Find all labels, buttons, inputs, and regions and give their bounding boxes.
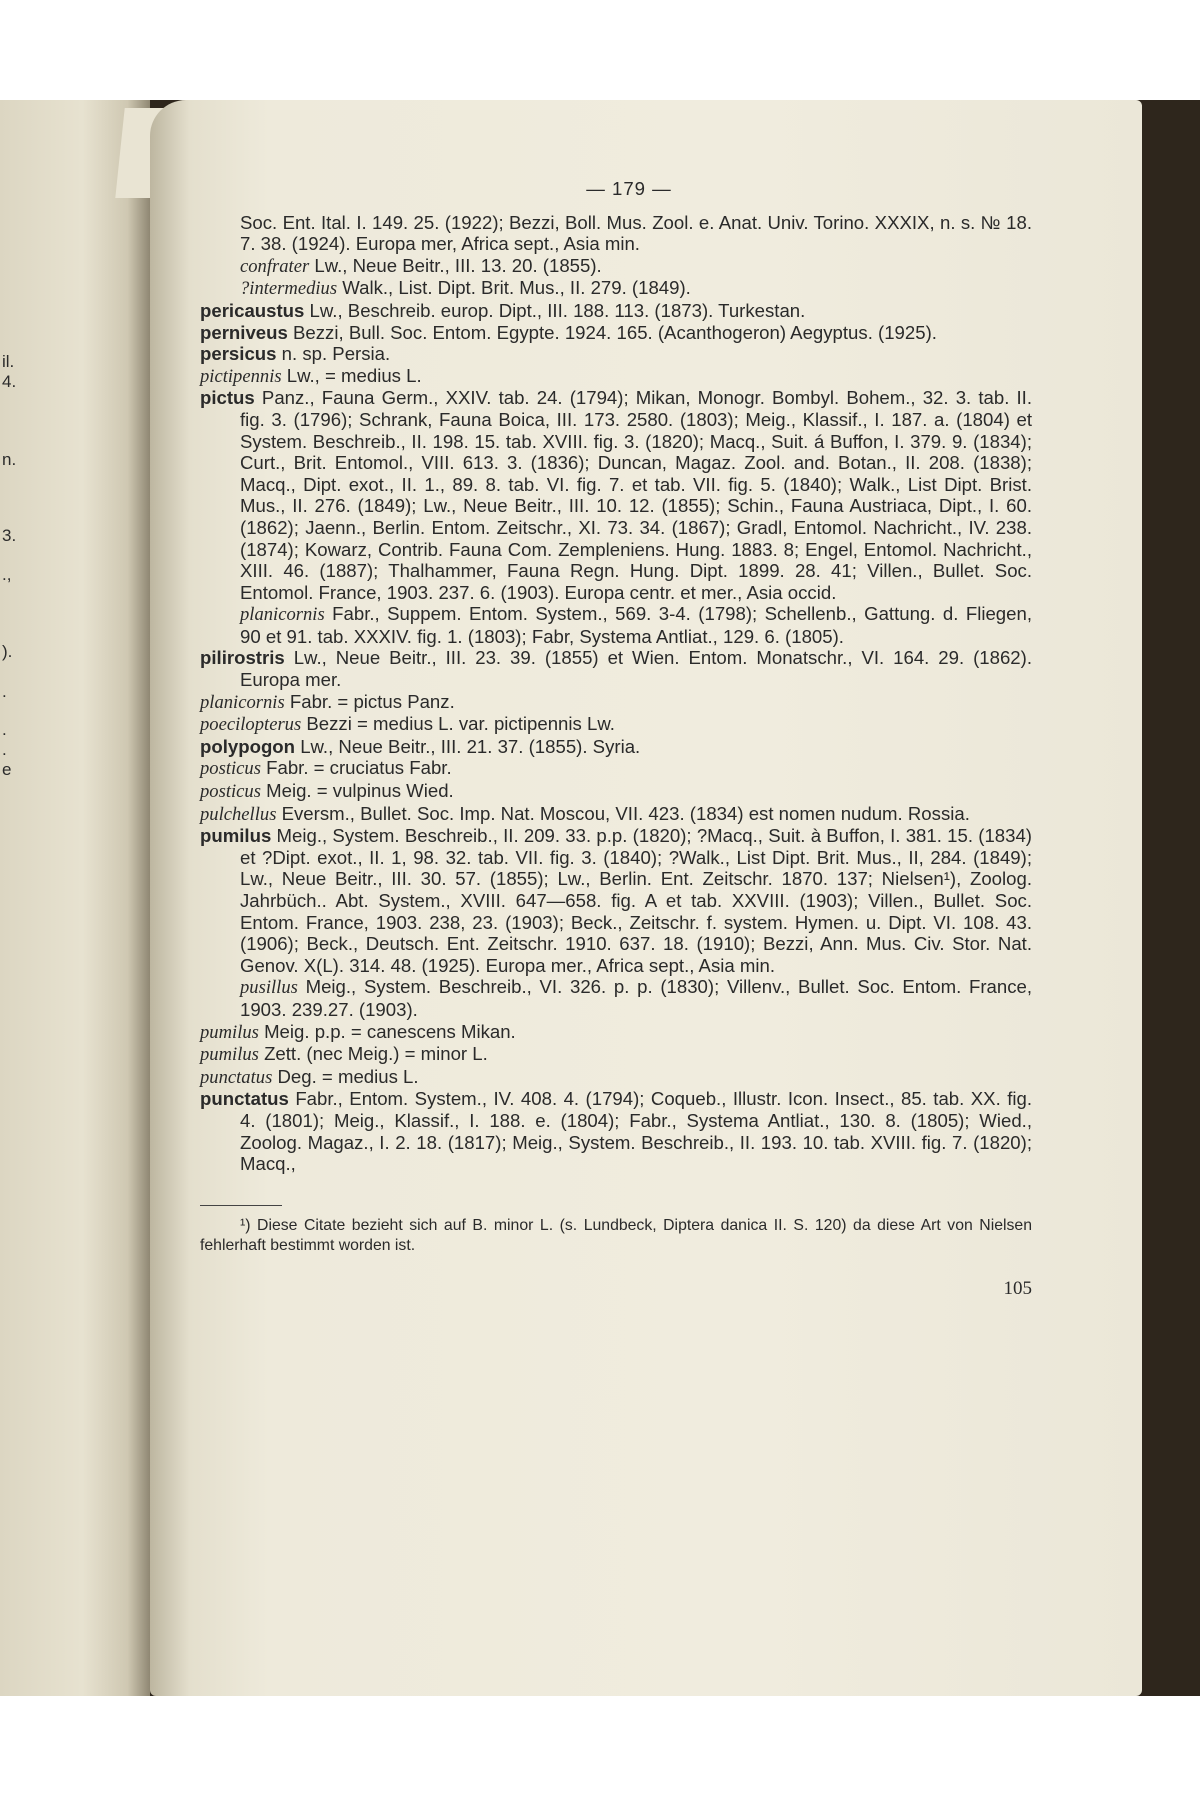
entry-text: n. sp. Persia. bbox=[281, 343, 391, 365]
synonym-name: punctatus bbox=[200, 1066, 273, 1088]
left-page-fragment: il. bbox=[2, 352, 15, 371]
catalog-entry bbox=[200, 343, 1032, 365]
catalog-entry bbox=[200, 713, 1032, 736]
catalog-entry bbox=[200, 322, 1032, 344]
catalog-entry bbox=[200, 212, 1032, 255]
catalog-entry bbox=[200, 803, 1032, 826]
catalog-entry bbox=[200, 1088, 1032, 1174]
book-photo bbox=[0, 100, 1200, 1696]
left-page-fragment: . bbox=[2, 720, 7, 739]
footnote: ¹) Diese Citate bezieht sich auf B. minor L. (s. Lundbeck, Diptera danica II. S. 120) da diese Art von Nielsen fehlerhaft bestimmt worden ist. bbox=[200, 1216, 1032, 1254]
left-page-fragment: . bbox=[2, 740, 7, 759]
left-page-fragment: ., bbox=[2, 565, 12, 584]
entry-text: Fabr. = cruciatus Fabr. bbox=[266, 757, 452, 779]
entry-text: Soc. Ent. Ital. I. 149. 25. (1922); Bezzi, Boll. Mus. Zool. e. Anat. Univ. Torino. XXXIX, n. s. № 18. 7. 38. (1924). Europa mer, Africa sept., Asia min. bbox=[240, 211, 1032, 255]
synonym-name: pictipennis bbox=[200, 365, 282, 387]
catalog-entry bbox=[200, 300, 1032, 322]
left-page-edge bbox=[0, 100, 150, 1696]
entry-text: Lw., Neue Beitr., III. 23. 39. (1855) et Wien. Entom. Monatschr., VI. 164. 29. (1862). Europa mer. bbox=[240, 647, 1032, 691]
species-name: punctatus bbox=[200, 1088, 289, 1110]
entry-text: Lw., = medius L. bbox=[286, 364, 422, 386]
catalog-entry bbox=[200, 277, 1032, 300]
synonym-name: posticus bbox=[200, 758, 261, 780]
entry-text: Meig., System. Beschreib., VI. 326. p. p. (1830); Villenv., Bullet. Soc. Entom. France, 1903. 239.27. (1903). bbox=[240, 976, 1032, 1020]
species-name: pericaustus bbox=[200, 299, 305, 321]
running-head: — 179 — bbox=[586, 178, 672, 199]
catalog-entry bbox=[200, 1021, 1032, 1044]
species-name: pictus bbox=[200, 387, 255, 409]
catalog-entry bbox=[200, 365, 1032, 388]
species-name: persicus bbox=[200, 343, 277, 365]
catalog-entry bbox=[200, 647, 1032, 690]
catalog-entries bbox=[200, 212, 1032, 1175]
left-page-fragment: . bbox=[2, 682, 7, 701]
catalog-entry bbox=[200, 736, 1032, 758]
entry-text: Panz., Fauna Germ., XXIV. tab. 24. (1794); Mikan, Monogr. Bombyl. Bohem., 32. 3. tab. II. fig. 3. (1796); Schrank, Fauna Boica, III. 173. 2580. (1803); Meig., Klassif., I. 187. a. (1804) et System. Beschreib., II. 198. 15. tab. XVIII. fig. 3. (1820); Macq., Suit. á Buffon, I. 379. 9. (1834); Curt., Brit. Entomol., VIII. 613. 3. (1836); Duncan, Magaz. Zool. and. Botan., II. 208. (1838); Macq., Dipt. exot., II. 1., 89. 8. tab. VI. fig. 7. et tab. VII. fig. 5. (1840); Walk., List Dipt. Brist. Mus., II. 276. (1849); Lw., Neue Beitr., III. 10. 12. (1855); Schin., Fauna Austriaca, Dipt., I. 60. (1862); Jaenn., Berlin. Entom. Zeitschr., XI. 73. 34. (1867); Gradl, Entomol. Nachricht., IV. 238. (1874); Kowarz, Contrib. Fauna Com. Zempleniens. Hung. 1883. 8; Engel, Entomol. Nachricht., XIII. 46. (1887); Thalhammer, Fauna Regn. Hung. Dipt. 1899. 28. 41; Villen., Bullet. Soc. Entomol. France, 1903. 237. 6. (1903). Europa centr. et mer., Asia occid. bbox=[240, 387, 1033, 603]
catalog-entry bbox=[200, 691, 1032, 714]
entry-text: Lw., Neue Beitr., III. 21. 37. (1855). Syria. bbox=[300, 735, 641, 757]
catalog-entry bbox=[200, 757, 1032, 780]
entry-text: Meig. p.p. = canescens Mikan. bbox=[264, 1020, 516, 1042]
species-name: pilirostris bbox=[200, 647, 285, 669]
species-name: perniveus bbox=[200, 321, 288, 343]
synonym-name: pusillus bbox=[240, 977, 298, 999]
catalog-entry bbox=[200, 976, 1032, 1020]
entry-text: Fabr. = pictus Panz. bbox=[289, 690, 455, 712]
catalog-entry bbox=[200, 780, 1032, 803]
left-page-fragment: n. bbox=[2, 450, 17, 469]
synonym-name: ?intermedius bbox=[240, 278, 338, 300]
book-page bbox=[150, 100, 1142, 1696]
entry-text: Meig. = vulpinus Wied. bbox=[266, 780, 454, 802]
entry-text: Meig., System. Beschreib., II. 209. 33. p.p. (1820); ?Macq., Suit. à Buffon, I. 381. 15. (1834) et ?Dipt. exot., II. 1, 98. 32. tab. VII. fig. 3. (1840); ?Walk., List Dipt. Brit. Mus., II, 284. (1849); Lw., Neue Beitr., III. 30. 57. (1855); Lw., Berlin. Ent. Zeitschr. 1870. 137; Nielsen¹), Zoolog. Jahrbüch.. Abt. System., XVIII. 647—658. fig. A et tab. XXVIII. (1903); Villen., Bullet. Soc. Entom. France, 1903. 238, 23. (1903); Beck., Zeitschr. f. system. Hymen. u. Dipt. VI. 108. 43. (1906); Beck., Deutsch. Ent. Zeitschr. 1910. 637. 18. (1910); Bezzi, Ann. Mus. Civ. Stor. Nat. Genov. X(L). 314. 48. (1925). Europa mer., Africa sept., Asia min. bbox=[240, 825, 1032, 976]
page-text bbox=[200, 178, 1032, 1299]
entry-text: Fabr., Entom. System., IV. 408. 4. (1794); Coqueb., Illustr. Icon. Insect., 85. tab. XX. fig. 4. (1801); Meig., Klassif., I. 188. e. (1804); Fabr., Systema Antliat., 130. 8. (1805); Wied., Zoolog. Magaz., I. 2. 18. (1817); Meig., System. Beschreib., II. 193. 10. tab. XVIII. fig. 7. (1820); Macq., bbox=[240, 1088, 1033, 1175]
left-page-fragment: ). bbox=[2, 642, 13, 661]
catalog-entry bbox=[200, 603, 1032, 647]
left-page-fragment: 4. bbox=[2, 372, 17, 391]
entry-text: Walk., List. Dipt. Brit. Mus., II. 279. (1849). bbox=[342, 277, 691, 299]
entry-text: Bezzi, Bull. Soc. Entom. Egypte. 1924. 165. (Acanthogeron) Aegyptus. (1925). bbox=[293, 321, 937, 343]
synonym-name: pulchellus bbox=[200, 803, 277, 825]
footnote-rule bbox=[200, 1205, 282, 1206]
synonym-name: confrater bbox=[240, 255, 310, 277]
folio-number: 105 bbox=[1003, 1277, 1032, 1299]
entry-text: Zett. (nec Meig.) = minor L. bbox=[264, 1043, 488, 1065]
entry-text: Lw., Neue Beitr., III. 13. 20. (1855). bbox=[314, 254, 602, 276]
species-name: polypogon bbox=[200, 735, 296, 757]
catalog-entry bbox=[200, 1066, 1032, 1089]
synonym-name: planicornis bbox=[240, 604, 325, 626]
catalog-entry bbox=[200, 387, 1032, 603]
entry-text: Fabr., Suppem. Entom. System., 569. 3-4. (1798); Schellenb., Gattung. d. Fliegen, 90 et 91. tab. XXXIV. fig. 1. (1803); Fabr, Systema Antliat., 129. 6. (1805). bbox=[240, 603, 1032, 647]
entry-text: Eversm., Bullet. Soc. Imp. Nat. Moscou, VII. 423. (1834) est nomen nudum. Rossia. bbox=[281, 802, 970, 824]
entry-text: Bezzi = medius L. var. pictipennis Lw. bbox=[306, 713, 615, 735]
catalog-entry bbox=[200, 825, 1032, 976]
synonym-name: pumilus bbox=[200, 1044, 259, 1066]
left-page-fragment: 3. bbox=[2, 526, 17, 545]
synonym-name: planicornis bbox=[200, 691, 285, 713]
catalog-entry bbox=[200, 255, 1032, 278]
entry-text: Deg. = medius L. bbox=[277, 1065, 419, 1087]
left-page-fragment: e bbox=[2, 760, 12, 779]
species-name: pumilus bbox=[200, 825, 272, 847]
synonym-name: pumilus bbox=[200, 1021, 259, 1043]
catalog-entry bbox=[200, 1043, 1032, 1066]
synonym-name: poecilopterus bbox=[200, 714, 302, 736]
entry-text: Lw., Beschreib. europ. Dipt., III. 188. 113. (1873). Turkestan. bbox=[309, 299, 806, 321]
synonym-name: posticus bbox=[200, 781, 261, 803]
